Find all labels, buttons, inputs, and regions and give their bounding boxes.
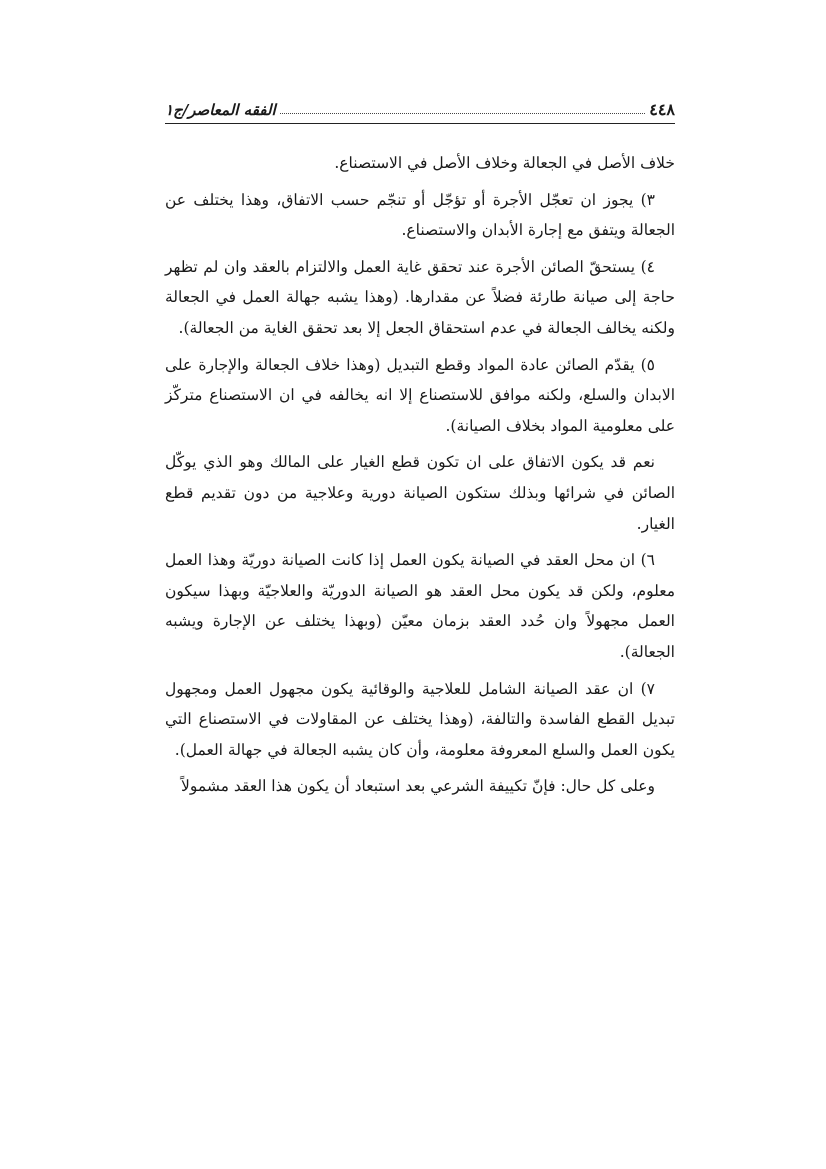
page-header: [165, 92, 675, 124]
paragraph: خلاف الأصل في الجعالة وخلاف الأصل في الاستصناع.: [334, 154, 675, 172]
header-dotted-leader: [280, 113, 646, 114]
running-title: الفقه المعاصر/ج١: [165, 101, 276, 119]
body-text: [165, 148, 675, 802]
paragraph: ٧) ان عقد الصيانة الشامل للعلاجية والوقائية يكون مجهول العمل ومجهول تبديل القطع الفاسدة والتالفة، (وهذا يختلف عن المقاولات في الاستصناع التي يكون العمل والسلع المعروفة معلومة، وأن كان يشبه الجعالة في جهالة العمل).: [165, 679, 675, 759]
page-number: ٤٤٨: [649, 100, 675, 119]
paragraph: ٥) يقدّم الصائن عادة المواد وقطع التبديل (وهذا خلاف الجعالة والإجارة على الابدان والسلع، ولكنه موافق للاستصناع إلا انه يخالفه في ان الاستصناع متركّز على معلومية المواد بخلاف الصيانة).: [165, 355, 675, 435]
paragraph: ٣) يجوز ان تعجّل الأجرة أو تؤجّل أو تنجّم حسب الاتفاق، وهذا يختلف عن الجعالة ويتفق مع إجارة الأبدان والاستصناع.: [165, 190, 675, 240]
document-page: [165, 92, 675, 808]
paragraph: ٤) يستحقّ الصائن الأجرة عند تحقق غاية العمل والالتزام بالعقد وان لم تظهر حاجة إلى صيانة طارئة فضلاً عن مقدارها. (وهذا يشبه جهالة العمل في الجعالة ولكنه يخالف الجعالة في عدم استحقاق الجعل إلا بعد تحقق الغاية من الجعالة).: [165, 257, 675, 337]
paragraph: نعم قد يكون الاتفاق على ان تكون قطع الغيار على المالك وهو الذي يوكّل الصائن في شرائها وبذلك ستكون الصيانة دورية وعلاجية من دون تقديم قطع الغيار.: [165, 453, 675, 533]
paragraph: ٦) ان محل العقد في الصيانة يكون العمل إذا كانت الصيانة دوريّة وهذا العمل معلوم، ولكن قد يكون محل العقد هو الصيانة الدوريّة والعلاجيّة وبهذا سيكون العمل مجهولاً وان حُدد العقد بزمان معيّن (وبهذا يختلف عن الإجارة ويشبه الجعالة).: [165, 551, 675, 661]
paragraph: وعلى كل حال: فإنّ تكييفة الشرعي بعد استبعاد أن يكون هذا العقد مشمولاً: [181, 777, 655, 796]
